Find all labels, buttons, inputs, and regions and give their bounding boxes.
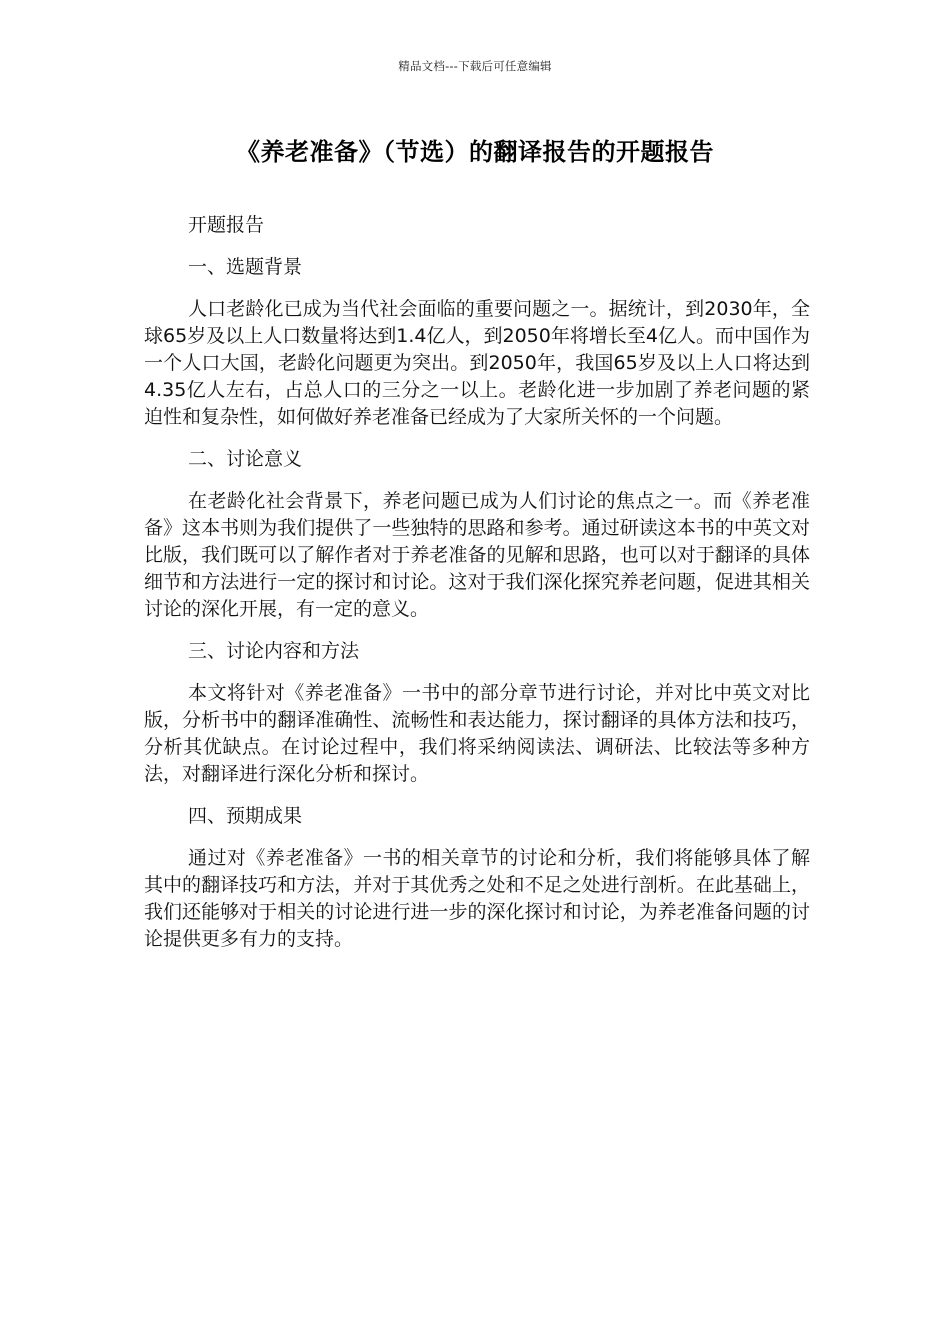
section-heading-background: 一、选题背景 — [188, 256, 303, 278]
page-header: 精品文档---下载后可任意编辑 — [398, 59, 552, 73]
document-title: 《养老准备》（节选）的翻译报告的开题报告 — [236, 138, 714, 166]
paragraph-expected-results: 通过对《养老准备》一书的相关章节的讨论和分析，我们将能够具体了解其中的翻译技巧和方法，并对于其优秀之处和不足之处进行剖析。在此基础上，我们还能够对于相关的讨论进行进一步的深化探讨和讨论，为养老准备问题的讨论提供更多有力的支持。 — [144, 847, 810, 950]
paragraph-background: 人口老龄化已成为当代社会面临的重要问题之一。据统计，到2030年，全球65岁及以上人口数量将达到1.4亿人，到2050年将增长至4亿人。而中国作为一个人口大国，老龄化问题更为突出。到2050年，我国65岁及以上人口将达到4.35亿人左右，占总人口的三分之一以上。老龄化进一步加剧了养老问题的紧迫性和复杂性，如何做好养老准备已经成为了大家所关怀的一个问题。 — [144, 298, 810, 428]
paragraph-content-methods: 本文将针对《养老准备》一书中的部分章节进行讨论，并对比中英文对比版，分析书中的翻译准确性、流畅性和表达能力，探讨翻译的具体方法和技巧，分析其优缺点。在讨论过程中，我们将采纳阅读法、调研法、比较法等多种方法，对翻译进行深化分析和探讨。 — [144, 682, 810, 785]
section-heading-significance: 二、讨论意义 — [188, 448, 303, 470]
section-heading-expected-results: 四、预期成果 — [188, 805, 303, 827]
section-heading-report: 开题报告 — [188, 214, 265, 236]
section-heading-content-methods: 三、讨论内容和方法 — [188, 640, 360, 662]
document-body — [144, 212, 810, 968]
paragraph-significance: 在老龄化社会背景下，养老问题已成为人们讨论的焦点之一。而《养老准备》这本书则为我们提供了一些独特的思路和参考。通过研读这本书的中英文对比版，我们既可以了解作者对于养老准备的见解和思路，也可以对于翻译的具体细节和方法进行一定的探讨和讨论。这对于我们深化探究养老问题，促进其相关讨论的深化开展，有一定的意义。 — [144, 490, 810, 620]
